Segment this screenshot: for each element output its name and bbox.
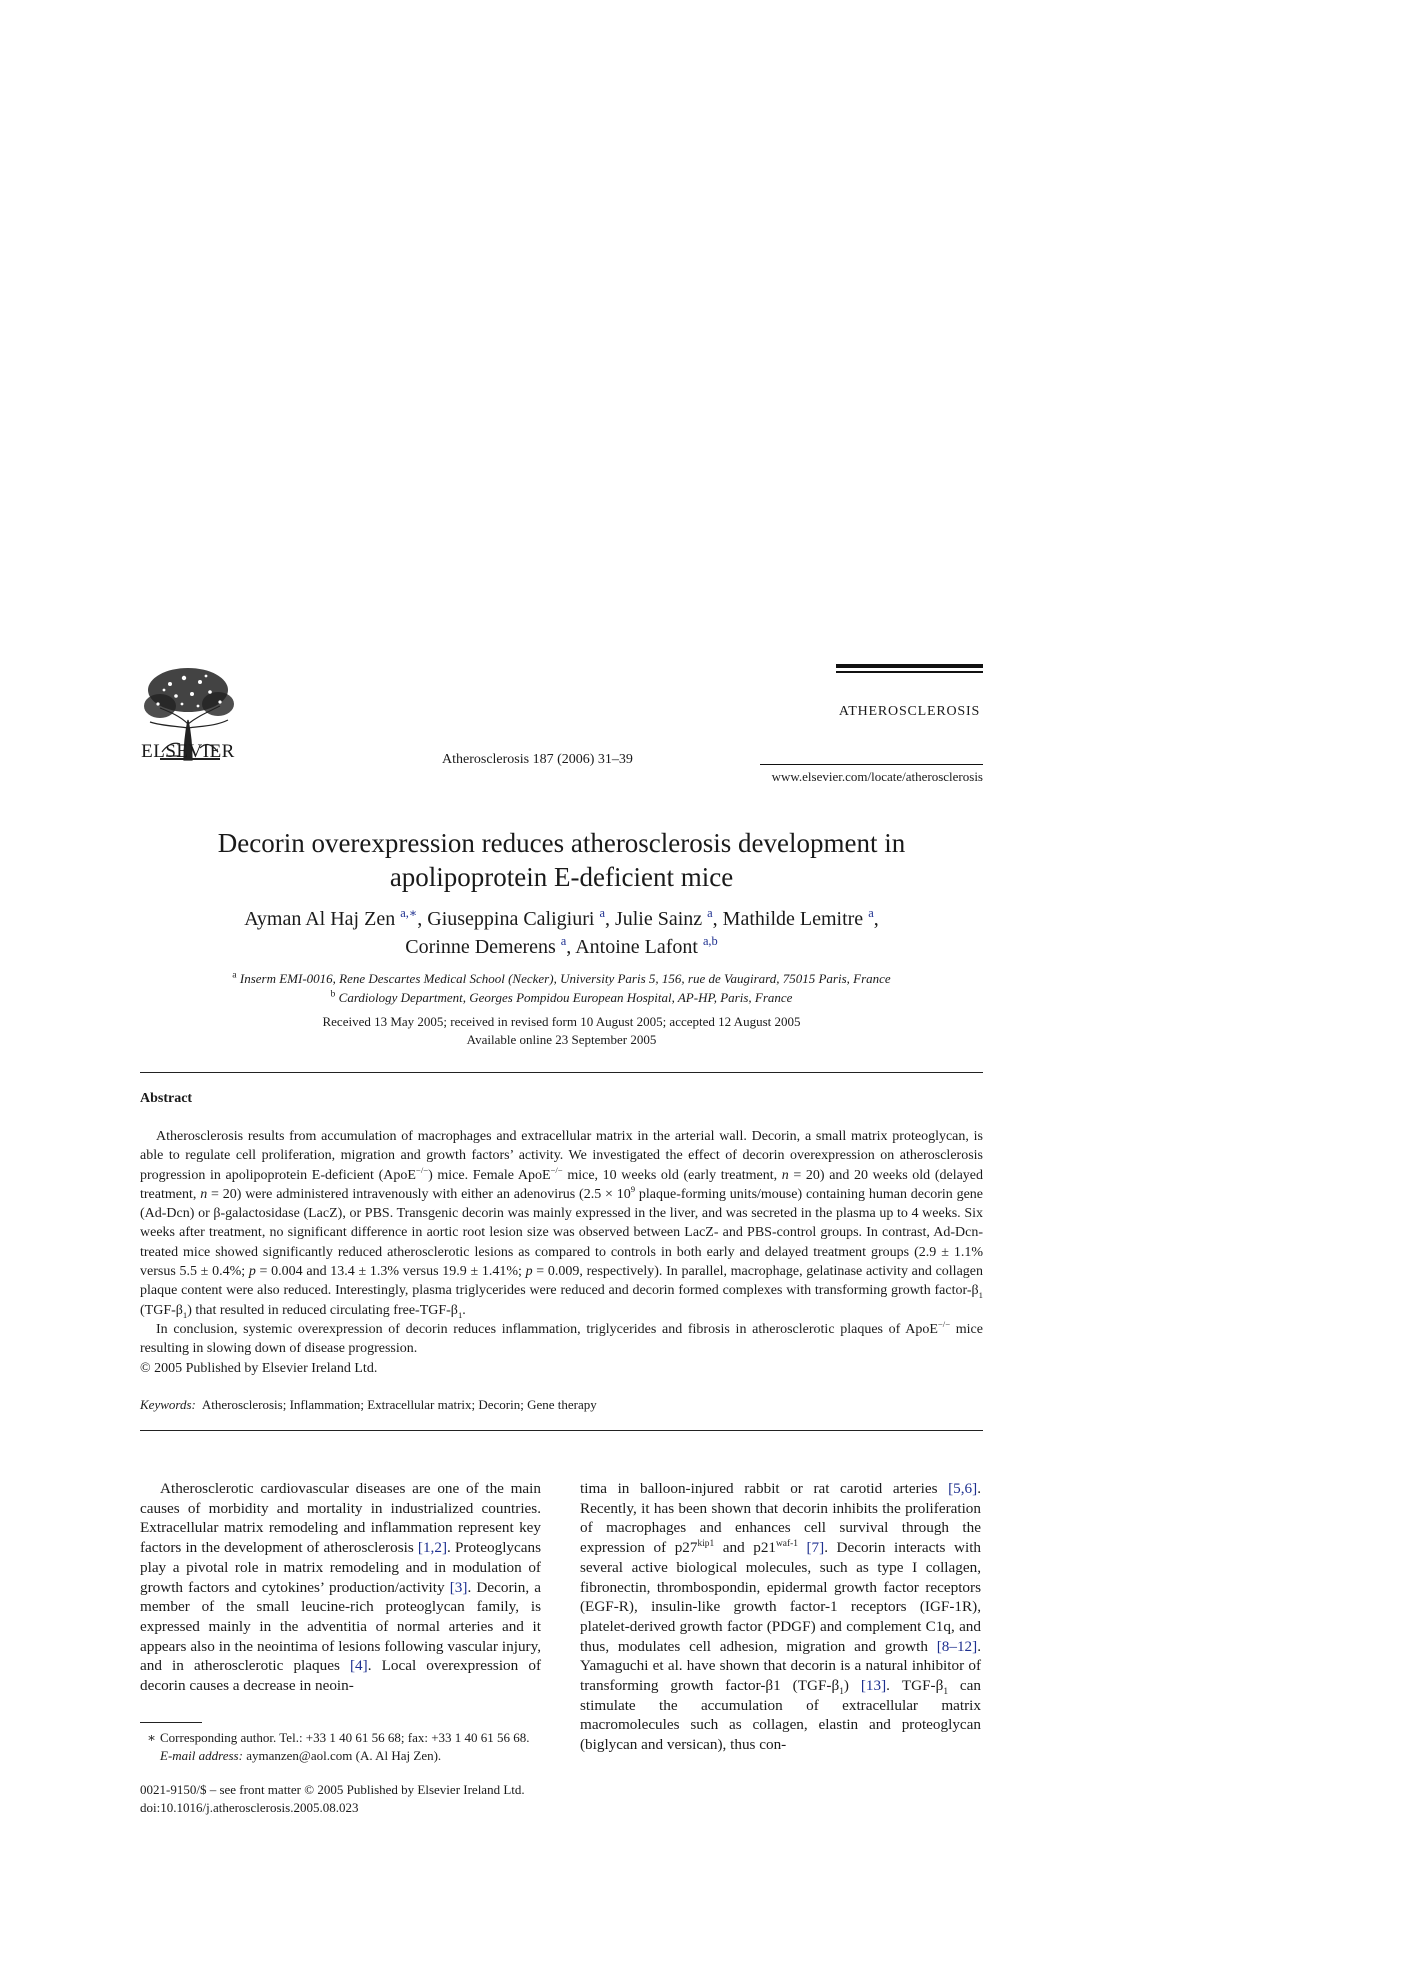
author-name[interactable]: Ayman Al Haj Zen [244,908,396,930]
author-list [140,905,983,961]
journal-name: ATHEROSCLEROSIS [838,704,981,719]
citation-link[interactable]: [13] [860,1677,887,1695]
body-paragraph: tima in balloon-injured rabbit or rat carotid arteries [5,6]. Recently, it has been shown that decorin inhibits the proliferation of macrophages and enhances cell survival through the expression of $p27^{kip1}$ and $p21^{waf-1}$ [7]. Decorin interacts with several active biological molecules, such as type I collagen, fibronectin, thrombospondin, epidermal growth factor receptors (EGF-R), insulin-like growth factor-1 receptors (IGF-1R), platelet-derived growth factor (PDGF) and complement C1q, and thus, modulates cell adhesion, migration and growth [8–12]. Yamaguchi et al. have shown that decorin is a natural inhibitor of transforming growth factor-β1 $(TGF-\beta_1)$ [13]. TGF-$\beta_1$ can stimulate the accumulation of extracellular matrix macromolecules such as collagen, elastin and proteoglycan (biglycan and versican), thus con- [580,1480,982,1754]
affiliation-b: $^b$ Cardiology Department, Georges Pompidou European Hospital, AP-HP, Paris, France [330,988,793,1005]
author-affiliation-mark[interactable]: a [560,933,567,948]
article-dates [140,1013,983,1049]
available-online-date: Available online 23 September 2005 [466,1032,657,1047]
journal-url-link[interactable]: www.elsevier.com/locate/atherosclerosis [771,769,983,784]
footnote-mark: ∗ [147,1730,156,1745]
abstract-paragraph-1: Atherosclerosis results from accumulation of macrophages and extracellular matrix in the arterial wall. Decorin, a small matrix proteoglycan, is able to regulate cell proliferation, migration and growth factors’ activity. We investigated the effect of decorin overexpression on atherosclerosis progression in apolipoprotein E-deficient (ApoE−/−) mice. Female ApoE−/− mice, 10 weeks old (early treatment, n = 20) and 20 weeks old (delayed treatment, n = 20) were administered intravenously with either an adenovirus ($2.5 \times 10^9$ plaque-forming units/mouse) containing human decorin gene (Ad-Dcn) or β-galactosidase (LacZ), or PBS. Transgenic decorin was mainly expressed in the liver, and was secreted in the plasma up to 4 weeks. Six weeks after treatment, no significant difference in aortic root lesion size was observed between LacZ- and PBS-control groups. In contrast, Ad-Dcn-treated mice showed significantly reduced atherosclerotic lesions as compared to controls in both early and delayed treatment groups (2.9 ± 1.1% versus 5.5 ± 0.4%; p = 0.004 and 13.4 ± 1.3% versus 19.9 ± 1.41%; p = 0.009, respectively). In parallel, macrophage, gelatinase activity and collagen plaque content were also reduced. Interestingly, plasma triglycerides were reduced and decorin formed complexes with transforming growth factor-$\beta_1$ $(TGF-\beta_1)$ that resulted in reduced circulating free-$TGF-\beta_1$. [140,1129,984,1320]
body-paragraph: Atherosclerotic cardiovascular diseases are one of the main causes of morbidity and mortality in industrialized countries. Extracellular matrix remodeling and inflammation represent key factors in the development of atherosclerosis [1,2]. Proteoglycans play a pivotal role in matrix remodeling and in modulation of growth factors and cytokines’ production/activity [3]. Decorin, a member of the small leucine-rich proteoglycan family, is expressed mainly in the adventitia of normal arteries and it appears also in the neointima of lesions following vascular injury, and in atherosclerotic plaques [4]. Local overexpression of decorin causes a decrease in neoin- [140,1480,542,1695]
article-title [140,826,983,894]
author-name[interactable]: Antoine Lafont [575,936,698,958]
author-name[interactable]: Julie Sainz [614,908,703,930]
author-line-2: Corinne Demerens $^a$, Antoine Lafont $^{a,b}$ [405,933,718,958]
title-line-1: Decorin overexpression reduces atherosclerosis development in [217,828,906,858]
issn-line: 0021-9150/$ – see front matter © 2005 Published by Elsevier Ireland Ltd. [140,1782,525,1797]
author-affiliation-mark[interactable]: a [868,905,874,920]
abstract-top-rule [140,1072,983,1073]
journal-url-rule [760,764,983,765]
author-affiliation-mark[interactable]: a,∗ [400,905,418,920]
doi-line[interactable]: doi:10.1016/j.atherosclerosis.2005.08.023 [140,1800,359,1815]
publisher-name: ELSEVIER [141,741,235,762]
received-dates: Received 13 May 2005; received in revised form 10 August 2005; accepted 12 August 2005 [322,1014,801,1029]
journal-banner-rule-thick [836,664,983,668]
citation-link[interactable]: [3] [449,1578,468,1596]
issn-doi-block [140,1781,560,1817]
body-column-right [580,1479,981,1755]
author-affiliation-mark[interactable]: a [707,905,713,920]
author-affiliation-mark[interactable]: a,b [702,933,718,948]
abstract-bottom-rule [140,1430,983,1431]
author-line-1: Ayman Al Haj Zen $^{a,∗}$, Giuseppina Caligiuri $^a$, Julie Sainz $^a$, Mathilde Lemitre $^a$, [244,905,879,930]
citation-link[interactable]: [4] [349,1657,368,1675]
keywords [140,1397,983,1413]
footnote-rule [140,1722,202,1723]
citation-link[interactable]: [8–12] [936,1637,978,1655]
author-name[interactable]: Mathilde Lemitre [722,908,864,930]
corresponding-author-footnote [140,1729,541,1765]
journal-citation: Atherosclerosis 187 (2006) 31–39 [442,752,633,767]
keywords-list: Atherosclerosis; Inflammation; Extracellular matrix; Decorin; Gene therapy [201,1397,597,1412]
author-name[interactable]: Giuseppina Caligiuri [427,908,595,930]
citation-link[interactable]: [1,2] [417,1539,448,1557]
abstract-copyright: © 2005 Published by Elsevier Ireland Ltd. [140,1360,378,1376]
citation-link[interactable]: [7] [806,1539,825,1557]
body-column-left [140,1479,541,1696]
corresponding-author-contact: Corresponding author. Tel.: +33 1 40 61 56 68; fax: +33 1 40 61 56 68. [160,1730,530,1745]
keywords-label: Keywords: [140,1397,196,1412]
affiliations [140,969,983,1007]
author-name[interactable]: Corinne Demerens [405,936,556,958]
email-link[interactable]: aymanzen@aol.com (A. Al Haj Zen). [246,1748,442,1763]
journal-banner-rule-thin [836,671,983,673]
abstract-heading: Abstract [140,1091,193,1106]
abstract-body [140,1127,983,1378]
citation-link[interactable]: [5,6] [948,1480,978,1497]
abstract-paragraph-2: In conclusion, systemic overexpression of decorin reduces inflammation, triglycerides and fibrosis in atherosclerotic plaques of ApoE−/− mice resulting in slowing down of disease progression. [140,1318,983,1357]
affiliation-a: $^a$ Inserm EMI-0016, Rene Descartes Medical School (Necker), University Paris 5, 156, rue de Vaugirard, 75015 Paris, France [232,969,891,986]
title-line-2: apolipoprotein E-deficient mice [389,862,734,892]
author-affiliation-mark[interactable]: a [599,905,605,920]
email-label: E-mail address: [160,1748,243,1763]
